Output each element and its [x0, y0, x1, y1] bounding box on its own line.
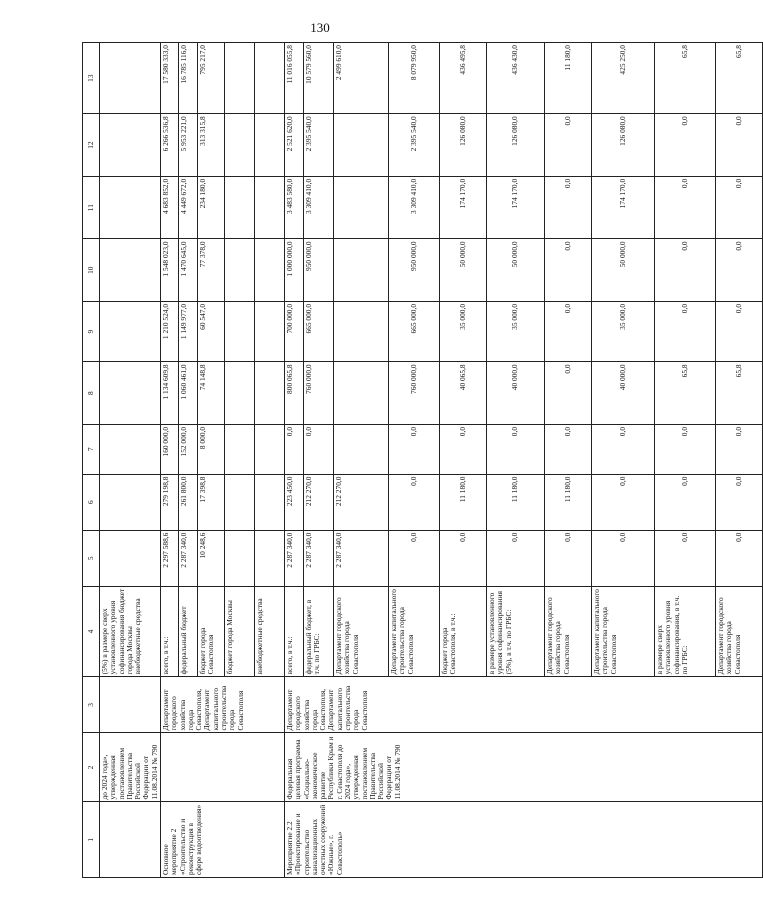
value-cell: 17 580 333,0 [160, 43, 178, 114]
measure-2-program [160, 733, 284, 802]
value-cell: 0,0 [591, 530, 654, 586]
value-cell: 313 315,8 [197, 114, 224, 177]
value-cell: 700 000,0 [284, 301, 303, 361]
table-row [160, 43, 178, 878]
col-header-11: 11 [83, 176, 100, 239]
value-cell: 2 287 340,0 [333, 530, 388, 586]
value-cell: 1 060 461,0 [178, 362, 197, 425]
value-cell: 0,0 [284, 424, 303, 474]
value-cell: 2 395 540,0 [303, 114, 333, 177]
value-cell: 0,0 [654, 239, 715, 302]
source-label: Департамент городского хозяйства города Севастополя [715, 586, 762, 677]
value-cell: 126 080,0 [439, 114, 486, 177]
measure-2-2-name: Мероприятие 2.2 «Проектирование и строительство канализационных очистных сооружений «Южные», г. Севастополь» [284, 802, 762, 878]
value-cell: 0,0 [544, 239, 591, 302]
value-cell: 2 287 340,0 [178, 530, 197, 586]
value-cell: 800 065,8 [284, 362, 303, 425]
value-cell: 40 000,0 [591, 362, 654, 425]
table-row [284, 43, 303, 878]
col-header-1: 1 [83, 802, 100, 878]
col-header-5: 5 [83, 530, 100, 586]
col-header-3: 3 [83, 677, 100, 733]
measure-2-2-executors: Департамент городского хозяйства города Севастополя, Департамент капитального строительства города Севастополя [284, 677, 762, 733]
value-cell: 0,0 [715, 474, 762, 530]
value-cell: 0,0 [715, 301, 762, 361]
value-cell: 0,0 [544, 301, 591, 361]
value-cell: 0,0 [591, 424, 654, 474]
value-cell: 50 000,0 [486, 239, 544, 302]
cont-program-text: до 2024 года», утвержденная постановлением Правительства Российской Федерации от 11.08.2014 № 790 [100, 733, 161, 802]
value-cell: 160 000,0 [160, 424, 178, 474]
value-cell: 35 000,0 [439, 301, 486, 361]
value-cell: 10 579 560,0 [303, 43, 333, 114]
value-cell: 0,0 [544, 424, 591, 474]
value-cell: 10 248,6 [197, 530, 224, 586]
value-cell: 4 449 672,0 [178, 176, 197, 239]
value-cell: 212 270,0 [303, 474, 333, 530]
value-cell: 2 521 620,0 [284, 114, 303, 177]
value-cell: 0,0 [388, 530, 439, 586]
value-cell: 1 470 645,0 [178, 239, 197, 302]
col-header-8: 8 [83, 362, 100, 425]
source-label: федеральный бюджет [178, 586, 197, 677]
value-cell: 0,0 [544, 114, 591, 177]
value-cell: 0,0 [715, 176, 762, 239]
value-cell: 795 217,0 [197, 43, 224, 114]
value-cell: 8 000,0 [197, 424, 224, 474]
value-cell: 174 170,0 [439, 176, 486, 239]
value-cell: 0,0 [439, 530, 486, 586]
value-cell: 11 180,0 [544, 474, 591, 530]
measure-2-name: Основное мероприятие 2 «Строительство и реконструкция в сфере водоотведения» [160, 802, 284, 878]
col-header-13: 13 [83, 43, 100, 114]
value-cell: 77 378,0 [197, 239, 224, 302]
value-cell: 1 134 609,8 [160, 362, 178, 425]
value-cell: 0,0 [486, 530, 544, 586]
value-cell: 74 148,8 [197, 362, 224, 425]
value-cell: 174 170,0 [486, 176, 544, 239]
value-cell: 0,0 [654, 301, 715, 361]
value-cell: 0,0 [654, 474, 715, 530]
value-cell: 11 016 055,8 [284, 43, 303, 114]
value-cell: 65,8 [715, 362, 762, 425]
value-cell: 35 000,0 [591, 301, 654, 361]
value-cell: 0,0 [654, 114, 715, 177]
value-cell: 40 000,0 [486, 362, 544, 425]
executor-dgh: Департамент городского хозяйства города Севастополя, [160, 688, 204, 731]
value-cell: 1 000 000,0 [284, 239, 303, 302]
value-cell: 665 000,0 [388, 301, 439, 361]
source-label: Департамент капитального строительства города Севастополя [388, 586, 439, 677]
source-label: бюджет города Севастополя, в т.ч.: [439, 586, 486, 677]
value-cell: 126 080,0 [591, 114, 654, 177]
source-label: в размере установленного уровня софинансирования (5%), в т.ч. по ГРБС: [486, 586, 544, 677]
value-cell: 6 266 536,8 [160, 114, 178, 177]
col-header-2: 2 [83, 733, 100, 802]
source-label: Департамент капитального строительства города Севастополя [591, 586, 654, 677]
value-cell: 126 080,0 [486, 114, 544, 177]
value-cell: 0,0 [544, 176, 591, 239]
executor-dks: Департамент капитального строительства города Севастополя [202, 685, 245, 731]
source-label: всего, в т.ч.: [284, 586, 303, 677]
value-cell: 1 149 977,0 [178, 301, 197, 361]
source-label: всего, в т.ч.: [160, 586, 178, 677]
value-cell: 2 287 340,0 [303, 530, 333, 586]
source-label: внебюджетные средства [254, 586, 284, 677]
col-header-12: 12 [83, 114, 100, 177]
value-cell: 5 953 221,0 [178, 114, 197, 177]
value-cell: 760 000,0 [388, 362, 439, 425]
col-header-9: 9 [83, 301, 100, 361]
value-cell: 261 800,0 [178, 474, 197, 530]
value-cell: 2 297 588,6 [160, 530, 178, 586]
value-cell: 0,0 [715, 424, 762, 474]
value-cell: 0,0 [388, 424, 439, 474]
col-header-10: 10 [83, 239, 100, 302]
value-cell: 0,0 [591, 474, 654, 530]
value-cell: 40 065,8 [439, 362, 486, 425]
value-cell: 60 547,0 [197, 301, 224, 361]
value-cell: 0,0 [439, 424, 486, 474]
value-cell: 212 270,0 [333, 474, 388, 530]
value-cell: 1 548 023,0 [160, 239, 178, 302]
measure-2-2-program: Федеральная целевая программа «Социально-экономическое развитие Республики Крым и г. Севастополя до 2024 года», утвержденная постановлением Правительства Российской Федерации от 11.08.2014 № 790 [284, 733, 762, 802]
value-cell: 0,0 [544, 362, 591, 425]
value-cell: 17 398,8 [197, 474, 224, 530]
value-cell: 436 430,0 [486, 43, 544, 114]
source-label: бюджет города Москвы [224, 586, 254, 677]
source-label: бюджет города Севастополя [197, 586, 224, 677]
value-cell: 11 180,0 [544, 43, 591, 114]
value-cell: 16 785 116,0 [178, 43, 197, 114]
value-cell: 65,8 [654, 362, 715, 425]
source-label: Департамент городского хозяйства города Севастополя [333, 586, 388, 677]
value-cell: 223 450,0 [284, 474, 303, 530]
value-cell: 35 000,0 [486, 301, 544, 361]
value-cell: 3 309 410,0 [303, 176, 333, 239]
value-cell: 2 395 540,0 [388, 114, 439, 177]
value-cell: 950 000,0 [388, 239, 439, 302]
page-number: 130 [310, 20, 330, 35]
measure-2-executors [160, 677, 284, 733]
cont-cell-3 [100, 677, 161, 733]
value-cell: 152 000,0 [178, 424, 197, 474]
source-label: Департамент городского хозяйства города Севастополя [544, 586, 591, 677]
col-header-6: 6 [83, 474, 100, 530]
cont-cell-1 [100, 802, 161, 878]
value-cell: 65,8 [715, 43, 762, 114]
value-cell: 0,0 [486, 424, 544, 474]
value-cell: 234 180,0 [197, 176, 224, 239]
value-cell: 0,0 [715, 239, 762, 302]
value-cell: 2 287 340,0 [284, 530, 303, 586]
value-cell: 425 250,0 [591, 43, 654, 114]
continuation-row [100, 43, 161, 878]
value-cell: 11 180,0 [486, 474, 544, 530]
value-cell: 665 000,0 [303, 301, 333, 361]
value-cell: 50 000,0 [591, 239, 654, 302]
source-label: в размере сверх установленного уровня софинансирования, в т.ч. по ГРБС: [654, 586, 715, 677]
cont-source-text: (5%) в размере сверх установленного уровня софинансирования бюджет города Москвы внебюджетные средства [100, 586, 161, 677]
value-cell: 0,0 [654, 530, 715, 586]
value-cell: 950 000,0 [303, 239, 333, 302]
value-cell: 0,0 [388, 474, 439, 530]
col-header-4: 4 [83, 586, 100, 677]
header-row [83, 43, 100, 878]
budget-table [82, 42, 763, 878]
value-cell: 760 000,0 [303, 362, 333, 425]
source-label: федеральный бюджет, в т.ч. по ГРБС: [303, 586, 333, 677]
value-cell: 3 483 580,0 [284, 176, 303, 239]
value-cell: 4 683 852,0 [160, 176, 178, 239]
value-cell: 0,0 [654, 424, 715, 474]
rotated-table-wrapper [82, 42, 743, 878]
value-cell: 0,0 [544, 530, 591, 586]
value-cell: 65,8 [654, 43, 715, 114]
value-cell: 11 180,0 [439, 474, 486, 530]
value-cell: 8 079 950,0 [388, 43, 439, 114]
value-cell: 0,0 [654, 176, 715, 239]
value-cell: 0,0 [715, 530, 762, 586]
col-header-7: 7 [83, 424, 100, 474]
value-cell: 436 495,8 [439, 43, 486, 114]
value-cell: 279 198,8 [160, 474, 178, 530]
value-cell: 0,0 [715, 114, 762, 177]
value-cell: 50 000,0 [439, 239, 486, 302]
value-cell: 1 210 524,0 [160, 301, 178, 361]
value-cell: 2 499 610,0 [333, 43, 388, 114]
value-cell: 3 309 410,0 [388, 176, 439, 239]
value-cell: 174 170,0 [591, 176, 654, 239]
value-cell: 0,0 [303, 424, 333, 474]
